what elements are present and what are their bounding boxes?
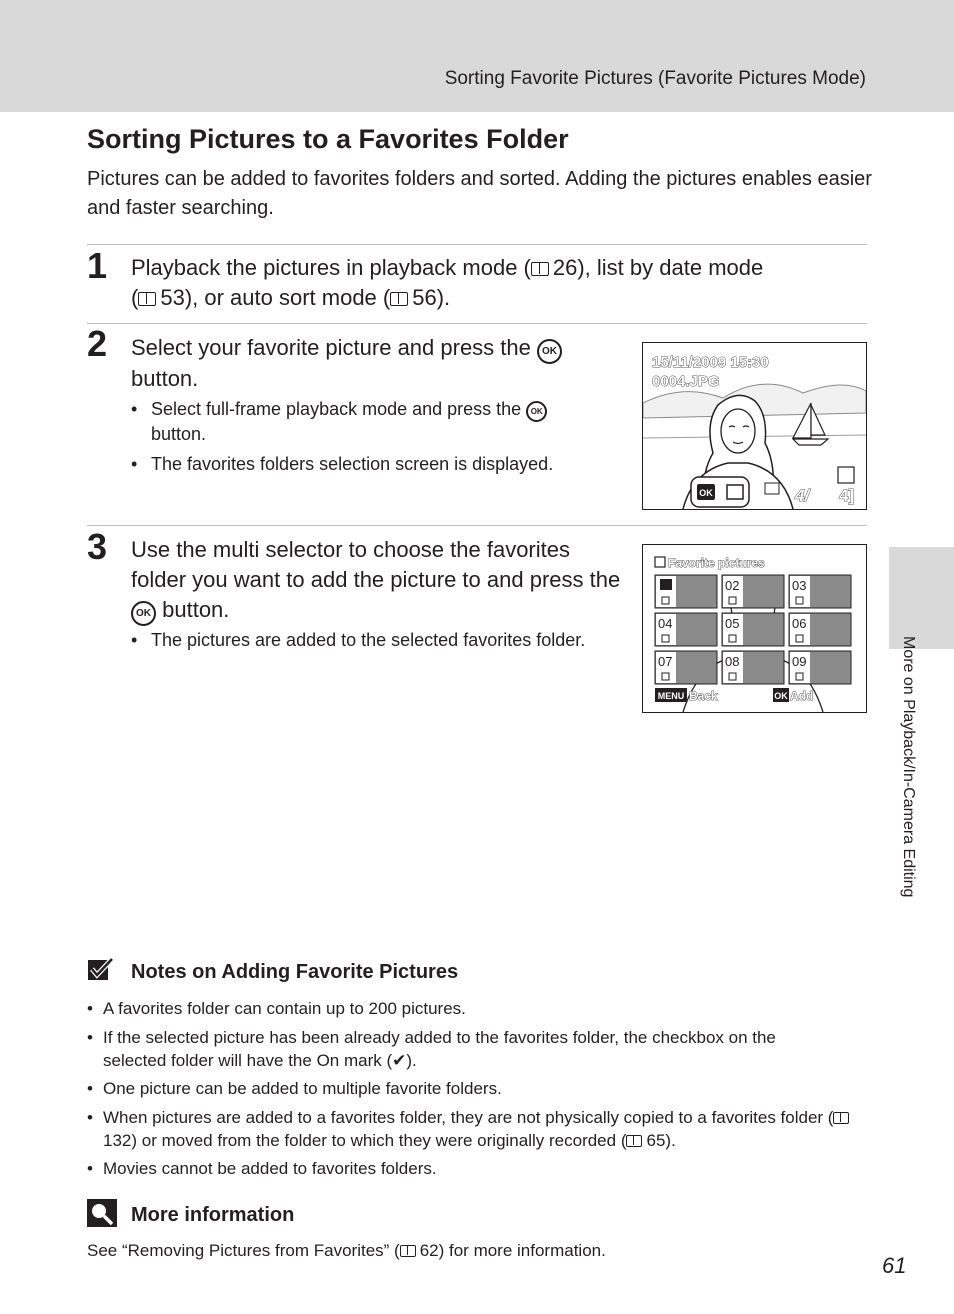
divider <box>87 525 867 526</box>
screen1-total: 4] <box>839 486 855 505</box>
page-ref[interactable]: 56 <box>412 285 437 310</box>
folder-checkbox <box>662 597 669 604</box>
folder-number: 02 <box>725 578 740 593</box>
favorites-folder-7[interactable] <box>655 651 717 684</box>
ok-key: OK <box>774 691 788 701</box>
screen1-filename: 0004.JPG <box>652 373 720 390</box>
note-item: • A favorites folder can contain up to 200 pictures. <box>87 999 466 1018</box>
page-number: 61 <box>882 1253 907 1278</box>
folder-checkbox <box>729 597 736 604</box>
favorites-folder-2[interactable] <box>722 575 784 608</box>
favorites-folder-icon <box>660 579 672 590</box>
favorites-folder-1[interactable] <box>655 575 717 608</box>
note-item: • One picture can be added to multiple favorite folders. <box>87 1079 502 1098</box>
svg-text:OK: OK <box>699 488 713 498</box>
favorites-folder-9[interactable] <box>789 651 851 684</box>
folder-number: 05 <box>725 616 740 631</box>
favorites-folder-4[interactable] <box>655 613 717 646</box>
page-ref[interactable]: 65 <box>646 1131 666 1150</box>
ok-button-icon: OK <box>131 601 156 626</box>
folder-checkbox <box>662 673 669 680</box>
favorites-folder-6[interactable] <box>789 613 851 646</box>
side-tab <box>889 547 954 649</box>
bullet-item: • The pictures are added to the selected favorites folder. <box>131 630 586 650</box>
folder-checkbox <box>796 597 803 604</box>
running-header: Sorting Favorite Pictures (Favorite Pictures Mode) <box>444 68 866 89</box>
header-band <box>0 0 954 112</box>
book-icon <box>833 1112 849 1124</box>
step-3-text: Use the multi selector to choose the favorites folder you want to add the picture to and press the OK button. <box>131 535 621 626</box>
step-1-text: Playback the pictures in playback mode ( 26), list by date mode ( 53), or auto sort mode ( 56). <box>131 255 764 310</box>
screen2-title: Favorite pictures <box>668 556 765 570</box>
favorites-folder-5[interactable] <box>722 613 784 646</box>
book-icon <box>626 1135 642 1147</box>
book-icon <box>400 1245 416 1257</box>
step-2-text: Select your favorite picture and press the OK button. <box>131 333 611 394</box>
page-ref[interactable]: 26 <box>552 255 578 280</box>
ok-button-icon: OK <box>526 401 547 422</box>
playback-screen <box>642 342 867 510</box>
folder-number: 04 <box>658 616 673 631</box>
step-1-number: 1 <box>87 245 108 286</box>
folder-number: 08 <box>725 654 740 669</box>
favorites-folder-3[interactable] <box>789 575 851 608</box>
page-ref[interactable]: 62 <box>419 1241 439 1260</box>
bullet-item: • The favorites folders selection screen is displayed. <box>131 454 554 474</box>
page-ref[interactable]: 53 <box>160 285 185 310</box>
favorites-folder-8[interactable] <box>722 651 784 684</box>
back-label: Back <box>689 689 718 703</box>
book-icon <box>390 292 408 306</box>
folder-checkbox <box>662 635 669 642</box>
folder-checkbox <box>796 673 803 680</box>
notes-title: Notes on Adding Favorite Pictures <box>131 961 459 983</box>
checkmark-note-icon <box>87 957 115 983</box>
ok-button-icon: OK <box>537 339 562 364</box>
more-info-text: See “Removing Pictures from Favorites” ( 62) for more information. <box>87 1241 606 1260</box>
book-icon <box>138 292 156 306</box>
screen1-datetime: 15/11/2009 15:30 <box>652 354 769 371</box>
add-label: Add <box>790 689 814 703</box>
book-icon <box>531 262 549 276</box>
divider <box>87 244 867 245</box>
folder-number: 09 <box>792 654 807 669</box>
step-2-number: 2 <box>87 323 108 364</box>
magnifier-info-icon <box>87 1199 117 1227</box>
divider <box>87 323 867 324</box>
intro-paragraph: Pictures can be added to favorites folders and sorted. Adding the pictures enables easier and faster searching. <box>87 168 872 219</box>
side-tab-label: More on Playback/In-Camera Editing <box>900 636 917 898</box>
section-title: Sorting Pictures to a Favorites Folder <box>87 124 569 154</box>
page-ref[interactable]: 132 <box>103 1131 132 1150</box>
note-item: • When pictures are added to a favorites folder, they are not physically copied to a favorites folder (132) or moved from the folder to which they were originally recorded ( 65). <box>87 1106 862 1152</box>
folder-checkbox <box>729 673 736 680</box>
folder-number: 06 <box>792 616 807 631</box>
step-3-number: 3 <box>87 526 108 567</box>
more-info-title: More information <box>131 1204 295 1226</box>
favorites-screen <box>642 544 867 713</box>
note-item: • If the selected picture has been already added to the favorites folder, the checkbox on the selected folder will have the On mark (✔). <box>87 1028 776 1070</box>
menu-key: MENU <box>657 691 685 701</box>
note-item: • Movies cannot be added to favorites folders. <box>87 1159 437 1178</box>
folder-checkbox <box>796 635 803 642</box>
screen1-counter: 4/ <box>795 486 810 505</box>
bullet-item: • Select full-frame playback mode and press the OK button. <box>131 397 571 447</box>
folder-number: 03 <box>792 578 807 593</box>
folder-number: 07 <box>658 654 673 669</box>
folder-checkbox <box>729 635 736 642</box>
